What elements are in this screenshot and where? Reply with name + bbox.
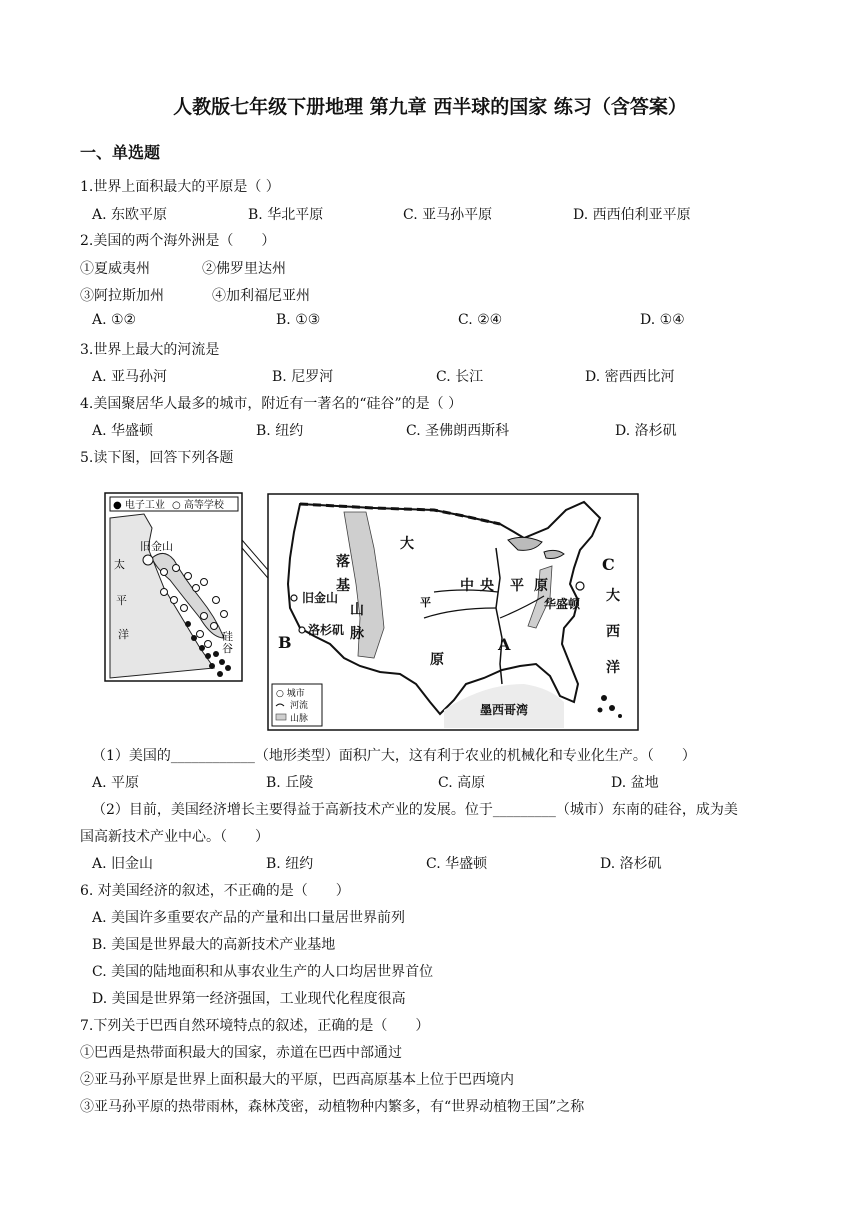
question-4-stem: 4.美国聚居华人最多的城市，附近有一著名的“硅谷”的是（ ） — [80, 396, 463, 412]
question-2-item-4: ④加利福尼亚州 — [212, 288, 310, 304]
question-5-1-option-c: C. 高原 — [438, 775, 486, 791]
question-4-option-d: D. 洛杉矶 — [615, 423, 677, 439]
question-1-option-c: C. 亚马孙平原 — [403, 207, 493, 223]
label-los-angeles: 洛杉矶 — [308, 623, 345, 637]
question-4-option-c: C. 圣佛朗西斯科 — [406, 423, 510, 439]
label-great-plains-1: 大 — [400, 536, 414, 552]
question-3-option-b: B. 尼罗河 — [272, 369, 334, 385]
inset-label-silicon-2: 谷 — [222, 642, 233, 655]
question-5-2-option-d: D. 洛杉矶 — [600, 856, 662, 872]
label-atlantic-2: 西 — [606, 624, 620, 640]
usa-map-figure — [104, 488, 640, 732]
question-2-item-1: ①夏威夷州 — [80, 261, 150, 277]
label-central-plain-3: 平 — [510, 578, 524, 594]
label-washington: 华盛顿 — [544, 597, 581, 611]
city-marker-los-angeles — [299, 627, 305, 633]
question-1-stem: 1.世界上面积最大的平原是（ ） — [80, 179, 280, 195]
inset-label-silicon-1: 硅 — [222, 630, 233, 643]
question-5-sub2-line2: 国高新技术产业中心。（ ） — [80, 829, 269, 845]
label-rocky-2: 基 — [336, 578, 350, 594]
section-heading: 一、单选题 — [80, 143, 161, 162]
map-legend-river: 河流 — [290, 701, 309, 711]
question-1-option-a: A. 东欧平原 — [92, 207, 168, 223]
label-atlantic-3: 洋 — [606, 660, 620, 676]
map-legend-mountain: 山脉 — [290, 714, 309, 724]
question-5-1-option-a: A. 平原 — [92, 775, 140, 791]
label-rocky-3: 山 — [350, 602, 364, 618]
label-rocky-1: 落 — [336, 554, 350, 570]
question-2-option-a: A. ①② — [92, 312, 137, 328]
question-2-option-b: B. ①③ — [276, 312, 321, 328]
question-5-1-option-d: D. 盆地 — [611, 775, 659, 791]
question-6-option-c: C. 美国的陆地面积和从事农业生产的人口均居世界首位 — [92, 964, 434, 980]
question-4-option-a: A. 华盛顿 — [92, 423, 154, 439]
label-atlantic-1: 大 — [606, 588, 620, 604]
question-5-sub1: （1）美国的____________（地形类型）面积广大，这有利于农业的机械化和专业化生产。（ ） — [92, 748, 696, 764]
label-point-c: C — [602, 555, 615, 574]
question-7-item-2: ②亚马孙平原是世界上面积最大的平原，巴西高原基本上位于巴西境内 — [80, 1072, 514, 1088]
question-5-1-option-b: B. 丘陵 — [266, 775, 314, 791]
question-1-option-d: D. 西西伯利亚平原 — [573, 207, 691, 223]
label-central-plain-2: 央 — [480, 578, 494, 594]
label-rocky-4: 脉 — [350, 626, 364, 642]
document-title: 人教版七年级下册地理 第九章 西半球的国家 练习（含答案） — [173, 96, 687, 118]
label-point-b: B — [278, 633, 292, 652]
question-1-option-b: B. 华北平原 — [248, 207, 324, 223]
label-great-plains-3: 原 — [430, 652, 444, 668]
question-6-option-a: A. 美国许多重要农产品的产量和出口量居世界前列 — [92, 910, 406, 926]
inset-label-sf: 旧金山 — [140, 540, 173, 553]
question-5-stem: 5.读下图，回答下列各题 — [80, 450, 234, 466]
label-central-plain-4: 原 — [534, 578, 548, 594]
city-marker-washington — [576, 582, 584, 590]
question-3-option-d: D. 密西西比河 — [585, 369, 675, 385]
question-6-stem: 6. 对美国经济的叙述，不正确的是（ ） — [80, 883, 350, 899]
question-3-option-c: C. 长江 — [436, 369, 484, 385]
inset-legend-university: ○ 高等学校 — [172, 500, 224, 511]
question-2-stem: 2.美国的两个海外洲是（ ） — [80, 233, 276, 249]
question-3-stem: 3.世界上最大的河流是 — [80, 342, 220, 358]
inset-label-pacific-2: 平 — [116, 594, 127, 607]
label-gulf-of-mexico: 墨西哥湾 — [480, 703, 529, 717]
label-san-francisco: 旧金山 — [302, 591, 339, 605]
question-2-item-3: ③阿拉斯加州 — [80, 288, 164, 304]
label-point-a: A — [498, 635, 511, 654]
question-3-option-a: A. 亚马孙河 — [92, 369, 168, 385]
question-5-2-option-b: B. 纽约 — [266, 856, 314, 872]
question-6-option-b: B. 美国是世界最大的高新技术产业基地 — [92, 937, 336, 953]
question-5-2-option-c: C. 华盛顿 — [426, 856, 488, 872]
question-6-option-d: D. 美国是世界第一经济强国，工业现代化程度很高 — [92, 991, 406, 1007]
inset-label-pacific-1: 太 — [114, 558, 125, 571]
question-5-sub2-line1: （2）目前，美国经济增长主要得益于高新技术产业的发展。位于_________（城市）东南的硅谷，成为美 — [92, 802, 738, 818]
question-2-option-c: C. ②④ — [458, 312, 503, 328]
city-marker-san-francisco — [291, 595, 297, 601]
label-great-plains-2: 平 — [420, 596, 431, 609]
question-7-item-1: ①巴西是热带面积最大的国家，赤道在巴西中部通过 — [80, 1045, 402, 1061]
inset-legend-electronics: ● 电子工业 — [113, 500, 165, 511]
inset-label-pacific-3: 洋 — [118, 628, 129, 641]
question-7-item-3: ③亚马孙平原的热带雨林，森林茂密，动植物种内繁多，有“世界动植物王国”之称 — [80, 1099, 585, 1115]
question-2-option-d: D. ①④ — [640, 312, 685, 328]
question-7-stem: 7.下列关于巴西自然环境特点的叙述，正确的是（ ） — [80, 1018, 430, 1034]
map-legend-city: ○ 城市 — [276, 689, 305, 699]
question-5-2-option-a: A. 旧金山 — [92, 856, 154, 872]
question-2-item-2: ②佛罗里达州 — [202, 261, 286, 277]
question-4-option-b: B. 纽约 — [256, 423, 304, 439]
label-central-plain-1: 中 — [460, 578, 474, 594]
